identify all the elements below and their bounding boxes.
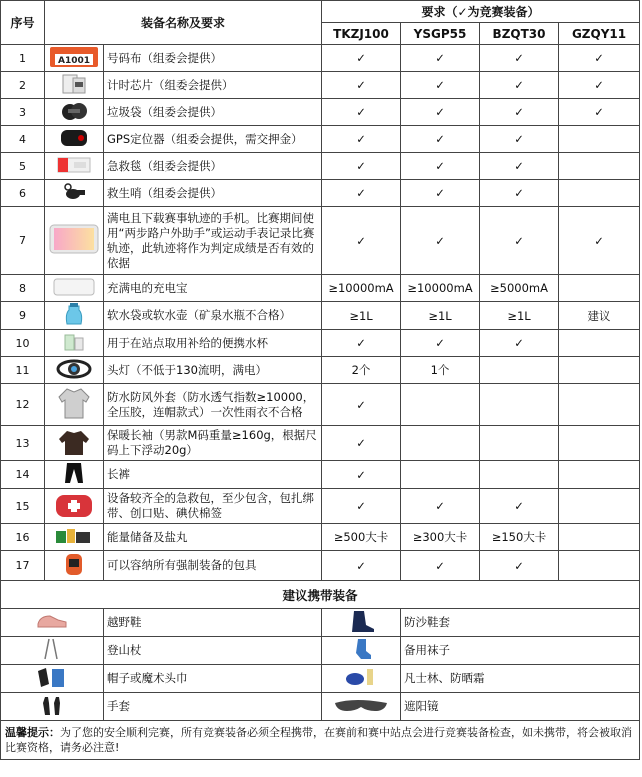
table-row xyxy=(1,275,640,302)
requirement-cell-1: ✓ xyxy=(322,207,401,275)
suggested-item-name: 防沙鞋套 xyxy=(401,609,640,637)
table-row xyxy=(1,426,640,461)
requirement-cell-1: ✓ xyxy=(322,461,401,489)
row-number: 6 xyxy=(1,180,45,207)
table-row xyxy=(1,126,640,153)
equipment-name: 长裤 xyxy=(104,461,322,489)
cup-icon xyxy=(57,331,91,356)
requirement-cell-3 xyxy=(480,426,559,461)
table-row xyxy=(1,384,640,426)
requirement-cell-4 xyxy=(559,551,640,581)
equipment-image xyxy=(45,302,104,330)
requirement-cell-1: ✓ xyxy=(322,99,401,126)
equipment-image xyxy=(45,180,104,207)
row-number: 4 xyxy=(1,126,45,153)
requirement-cell-2: ✓ xyxy=(401,489,480,524)
requirement-cell-4 xyxy=(559,524,640,551)
requirement-cell-2: ≥1L xyxy=(401,302,480,330)
water-bottle-icon xyxy=(59,302,89,329)
requirement-cell-3: ≥5000mA xyxy=(480,275,559,302)
row-number: 5 xyxy=(1,153,45,180)
suggested-row xyxy=(1,637,640,665)
row-number: 10 xyxy=(1,330,45,357)
requirement-cell-1: ✓ xyxy=(322,180,401,207)
equipment-image xyxy=(45,275,104,302)
requirement-cell-1: ✓ xyxy=(322,489,401,524)
requirement-cell-3 xyxy=(480,384,559,426)
table-row xyxy=(1,551,640,581)
equipment-image xyxy=(45,524,104,551)
trash-bag-icon xyxy=(59,100,89,125)
row-number: 12 xyxy=(1,384,45,426)
requirement-cell-2 xyxy=(401,384,480,426)
suggested-item-name: 帽子或魔术头巾 xyxy=(104,665,322,693)
equipment-name: 急救毯（组委会提供） xyxy=(104,153,322,180)
row-number: 16 xyxy=(1,524,45,551)
requirement-cell-2: ✓ xyxy=(401,180,480,207)
table-row xyxy=(1,461,640,489)
requirement-cell-1: ✓ xyxy=(322,426,401,461)
requirement-cell-3 xyxy=(480,461,559,489)
row-number: 9 xyxy=(1,302,45,330)
requirement-cell-2 xyxy=(401,426,480,461)
suggested-image xyxy=(322,665,401,693)
equipment-image xyxy=(45,357,104,384)
header-group-1: TKZJ100 xyxy=(322,23,401,45)
suggested-image xyxy=(1,693,104,721)
table-row xyxy=(1,180,640,207)
requirement-cell-4 xyxy=(559,126,640,153)
table-row xyxy=(1,153,640,180)
row-number: 17 xyxy=(1,551,45,581)
requirement-cell-4 xyxy=(559,461,640,489)
equipment-name: 计时芯片（组委会提供） xyxy=(104,72,322,99)
suggested-section-title: 建议携带装备 xyxy=(1,581,640,609)
suggested-image xyxy=(322,637,401,665)
emergency-blanket-icon xyxy=(54,154,94,179)
requirement-cell-3: ✓ xyxy=(480,126,559,153)
requirement-cell-4: ✓ xyxy=(559,207,640,275)
table-row xyxy=(1,330,640,357)
requirement-cell-1: ≥1L xyxy=(322,302,401,330)
table-row xyxy=(1,99,640,126)
equipment-image xyxy=(45,126,104,153)
suggested-item-name: 越野鞋 xyxy=(104,609,322,637)
requirement-cell-2: 1个 xyxy=(401,357,480,384)
tip-label: 温馨提示： xyxy=(5,726,60,739)
requirement-cell-1: ✓ xyxy=(322,551,401,581)
header-group-4: GZQY11 xyxy=(559,23,640,45)
suggested-image xyxy=(322,609,401,637)
energy-food-icon xyxy=(52,525,96,550)
equipment-name: 能量储备及盐丸 xyxy=(104,524,322,551)
requirement-cell-2: ✓ xyxy=(401,207,480,275)
requirement-cell-1: 2个 xyxy=(322,357,401,384)
equipment-name: 防水防风外套（防水透气指数≥10000，全压胶，连帽款式）一次性雨衣不合格 xyxy=(104,384,322,426)
table-row xyxy=(1,524,640,551)
requirement-cell-2: ✓ xyxy=(401,126,480,153)
requirement-cell-2 xyxy=(401,461,480,489)
table-row xyxy=(1,207,640,275)
requirement-cell-2: ≥300大卡 xyxy=(401,524,480,551)
equipment-name: 充满电的充电宝 xyxy=(104,275,322,302)
equipment-name: 垃圾袋（组委会提供） xyxy=(104,99,322,126)
row-number: 3 xyxy=(1,99,45,126)
table-row xyxy=(1,302,640,330)
equipment-name: 软水袋或软水壶（矿泉水瓶不合格） xyxy=(104,302,322,330)
requirement-cell-3: ≥1L xyxy=(480,302,559,330)
trekking-pole-icon xyxy=(37,637,67,664)
requirement-cell-4: 建议 xyxy=(559,302,640,330)
equipment-name: 用于在站点取用补给的便携水杯 xyxy=(104,330,322,357)
tip-text: 为了您的安全顺利完赛，所有竞赛装备必须全程携带，在赛前和赛中站点会进行竞赛装备检查，如未携带，将会被取消比赛资格，请务必注意! xyxy=(5,726,632,754)
suggested-image xyxy=(1,665,104,693)
jacket-icon xyxy=(57,385,91,424)
row-number: 15 xyxy=(1,489,45,524)
gaiter-icon xyxy=(344,609,378,636)
requirement-cell-1: ≥500大卡 xyxy=(322,524,401,551)
suggested-row xyxy=(1,693,640,721)
requirement-cell-4: ✓ xyxy=(559,99,640,126)
requirement-cell-4: ✓ xyxy=(559,72,640,99)
requirement-cell-1: ✓ xyxy=(322,126,401,153)
equipment-image xyxy=(45,489,104,524)
suggested-image xyxy=(1,609,104,637)
vaseline-icon xyxy=(341,665,381,692)
equipment-name: 设备较齐全的急救包，至少包含，包扎绑带、创口贴、碘伏棉签 xyxy=(104,489,322,524)
requirement-cell-2: ✓ xyxy=(401,99,480,126)
table-row xyxy=(1,72,640,99)
row-number: 1 xyxy=(1,45,45,72)
warm-tip xyxy=(1,721,640,760)
equipment-name: GPS定位器（组委会提供，需交押金） xyxy=(104,126,322,153)
sunglasses-icon xyxy=(331,695,391,718)
requirement-cell-4 xyxy=(559,153,640,180)
requirement-cell-3: ✓ xyxy=(480,72,559,99)
row-number: 2 xyxy=(1,72,45,99)
suggested-item-name: 手套 xyxy=(104,693,322,721)
requirement-cell-2: ✓ xyxy=(401,551,480,581)
row-number: 13 xyxy=(1,426,45,461)
suggested-item-name: 登山杖 xyxy=(104,637,322,665)
timing-chip-icon xyxy=(59,73,89,98)
header-equipment-name: 装备名称及要求 xyxy=(45,1,322,45)
equipment-image xyxy=(45,384,104,426)
phone-icon xyxy=(48,219,100,262)
row-number: 14 xyxy=(1,461,45,489)
equipment-image xyxy=(45,72,104,99)
equipment-name: 可以容纳所有强制装备的包具 xyxy=(104,551,322,581)
requirement-cell-3: ≥150大卡 xyxy=(480,524,559,551)
power-bank-icon xyxy=(50,276,98,301)
requirement-cell-1: ✓ xyxy=(322,72,401,99)
requirement-cell-3 xyxy=(480,357,559,384)
requirement-cell-2: ≥10000mA xyxy=(401,275,480,302)
table-row xyxy=(1,45,640,72)
equipment-image xyxy=(45,99,104,126)
equipment-image xyxy=(45,330,104,357)
equipment-image xyxy=(45,207,104,275)
requirement-cell-4 xyxy=(559,489,640,524)
bib-number: A1001 xyxy=(57,55,91,66)
first-aid-kit-icon xyxy=(52,490,96,523)
sweater-icon xyxy=(57,427,91,460)
equipment-name: 救生哨（组委会提供） xyxy=(104,180,322,207)
equipment-image xyxy=(45,461,104,489)
requirement-cell-1: ✓ xyxy=(322,384,401,426)
requirement-cell-3: ✓ xyxy=(480,330,559,357)
requirement-cell-2: ✓ xyxy=(401,45,480,72)
suggested-item-name: 遮阳镜 xyxy=(401,693,640,721)
equipment-name: 保暖长袖（男款M码重量≥160g，根据尺码上下浮动20g） xyxy=(104,426,322,461)
suggested-row xyxy=(1,665,640,693)
suggested-image xyxy=(322,693,401,721)
requirement-cell-1: ✓ xyxy=(322,330,401,357)
row-number: 7 xyxy=(1,207,45,275)
equipment-image xyxy=(45,551,104,581)
whistle-icon xyxy=(59,181,89,206)
suggested-item-name: 凡士林、防晒霜 xyxy=(401,665,640,693)
header-group-3: BZQT30 xyxy=(480,23,559,45)
requirement-cell-1: ≥10000mA xyxy=(322,275,401,302)
requirement-cell-1: ✓ xyxy=(322,45,401,72)
requirement-cell-4 xyxy=(559,180,640,207)
trail-shoe-icon xyxy=(34,610,70,635)
row-number: 11 xyxy=(1,357,45,384)
equipment-image xyxy=(45,153,104,180)
requirement-cell-4 xyxy=(559,275,640,302)
hat-buff-icon xyxy=(32,665,72,692)
requirement-cell-2: ✓ xyxy=(401,153,480,180)
header-group-2: YSGP55 xyxy=(401,23,480,45)
pants-icon xyxy=(59,461,89,488)
table-row xyxy=(1,357,640,384)
requirement-cell-4 xyxy=(559,426,640,461)
equipment-name: 头灯（不低于130流明，满电） xyxy=(104,357,322,384)
requirement-cell-4 xyxy=(559,357,640,384)
backpack-icon xyxy=(57,551,91,580)
header-number: 序号 xyxy=(1,1,45,45)
requirement-cell-2: ✓ xyxy=(401,72,480,99)
race-bib-icon xyxy=(49,46,99,71)
header-requirement: 要求（✓为竞赛装备） xyxy=(322,1,640,23)
requirement-cell-3: ✓ xyxy=(480,551,559,581)
requirement-cell-4 xyxy=(559,384,640,426)
equipment-name: 满电且下载赛事轨迹的手机。比赛期间使用“两步路户外助手”或运动手表记录比赛轨迹，此轨迹将作为判定成绩是否有效的依据 xyxy=(104,207,322,275)
requirement-cell-3: ✓ xyxy=(480,180,559,207)
requirement-cell-4 xyxy=(559,330,640,357)
requirement-cell-1: ✓ xyxy=(322,153,401,180)
suggested-row xyxy=(1,609,640,637)
suggested-image xyxy=(1,637,104,665)
sock-icon xyxy=(346,637,376,664)
requirement-cell-4: ✓ xyxy=(559,45,640,72)
equipment-image xyxy=(45,45,104,72)
requirement-cell-3: ✓ xyxy=(480,207,559,275)
equipment-name: 号码布（组委会提供） xyxy=(104,45,322,72)
equipment-image xyxy=(45,426,104,461)
requirement-cell-3: ✓ xyxy=(480,153,559,180)
table-row xyxy=(1,489,640,524)
row-number: 8 xyxy=(1,275,45,302)
gloves-icon xyxy=(37,693,67,720)
requirement-cell-2: ✓ xyxy=(401,330,480,357)
suggested-item-name: 备用袜子 xyxy=(401,637,640,665)
requirement-cell-3: ✓ xyxy=(480,45,559,72)
gps-tracker-icon xyxy=(57,127,91,152)
headlamp-icon xyxy=(54,358,94,383)
requirement-cell-3: ✓ xyxy=(480,99,559,126)
requirement-cell-3: ✓ xyxy=(480,489,559,524)
